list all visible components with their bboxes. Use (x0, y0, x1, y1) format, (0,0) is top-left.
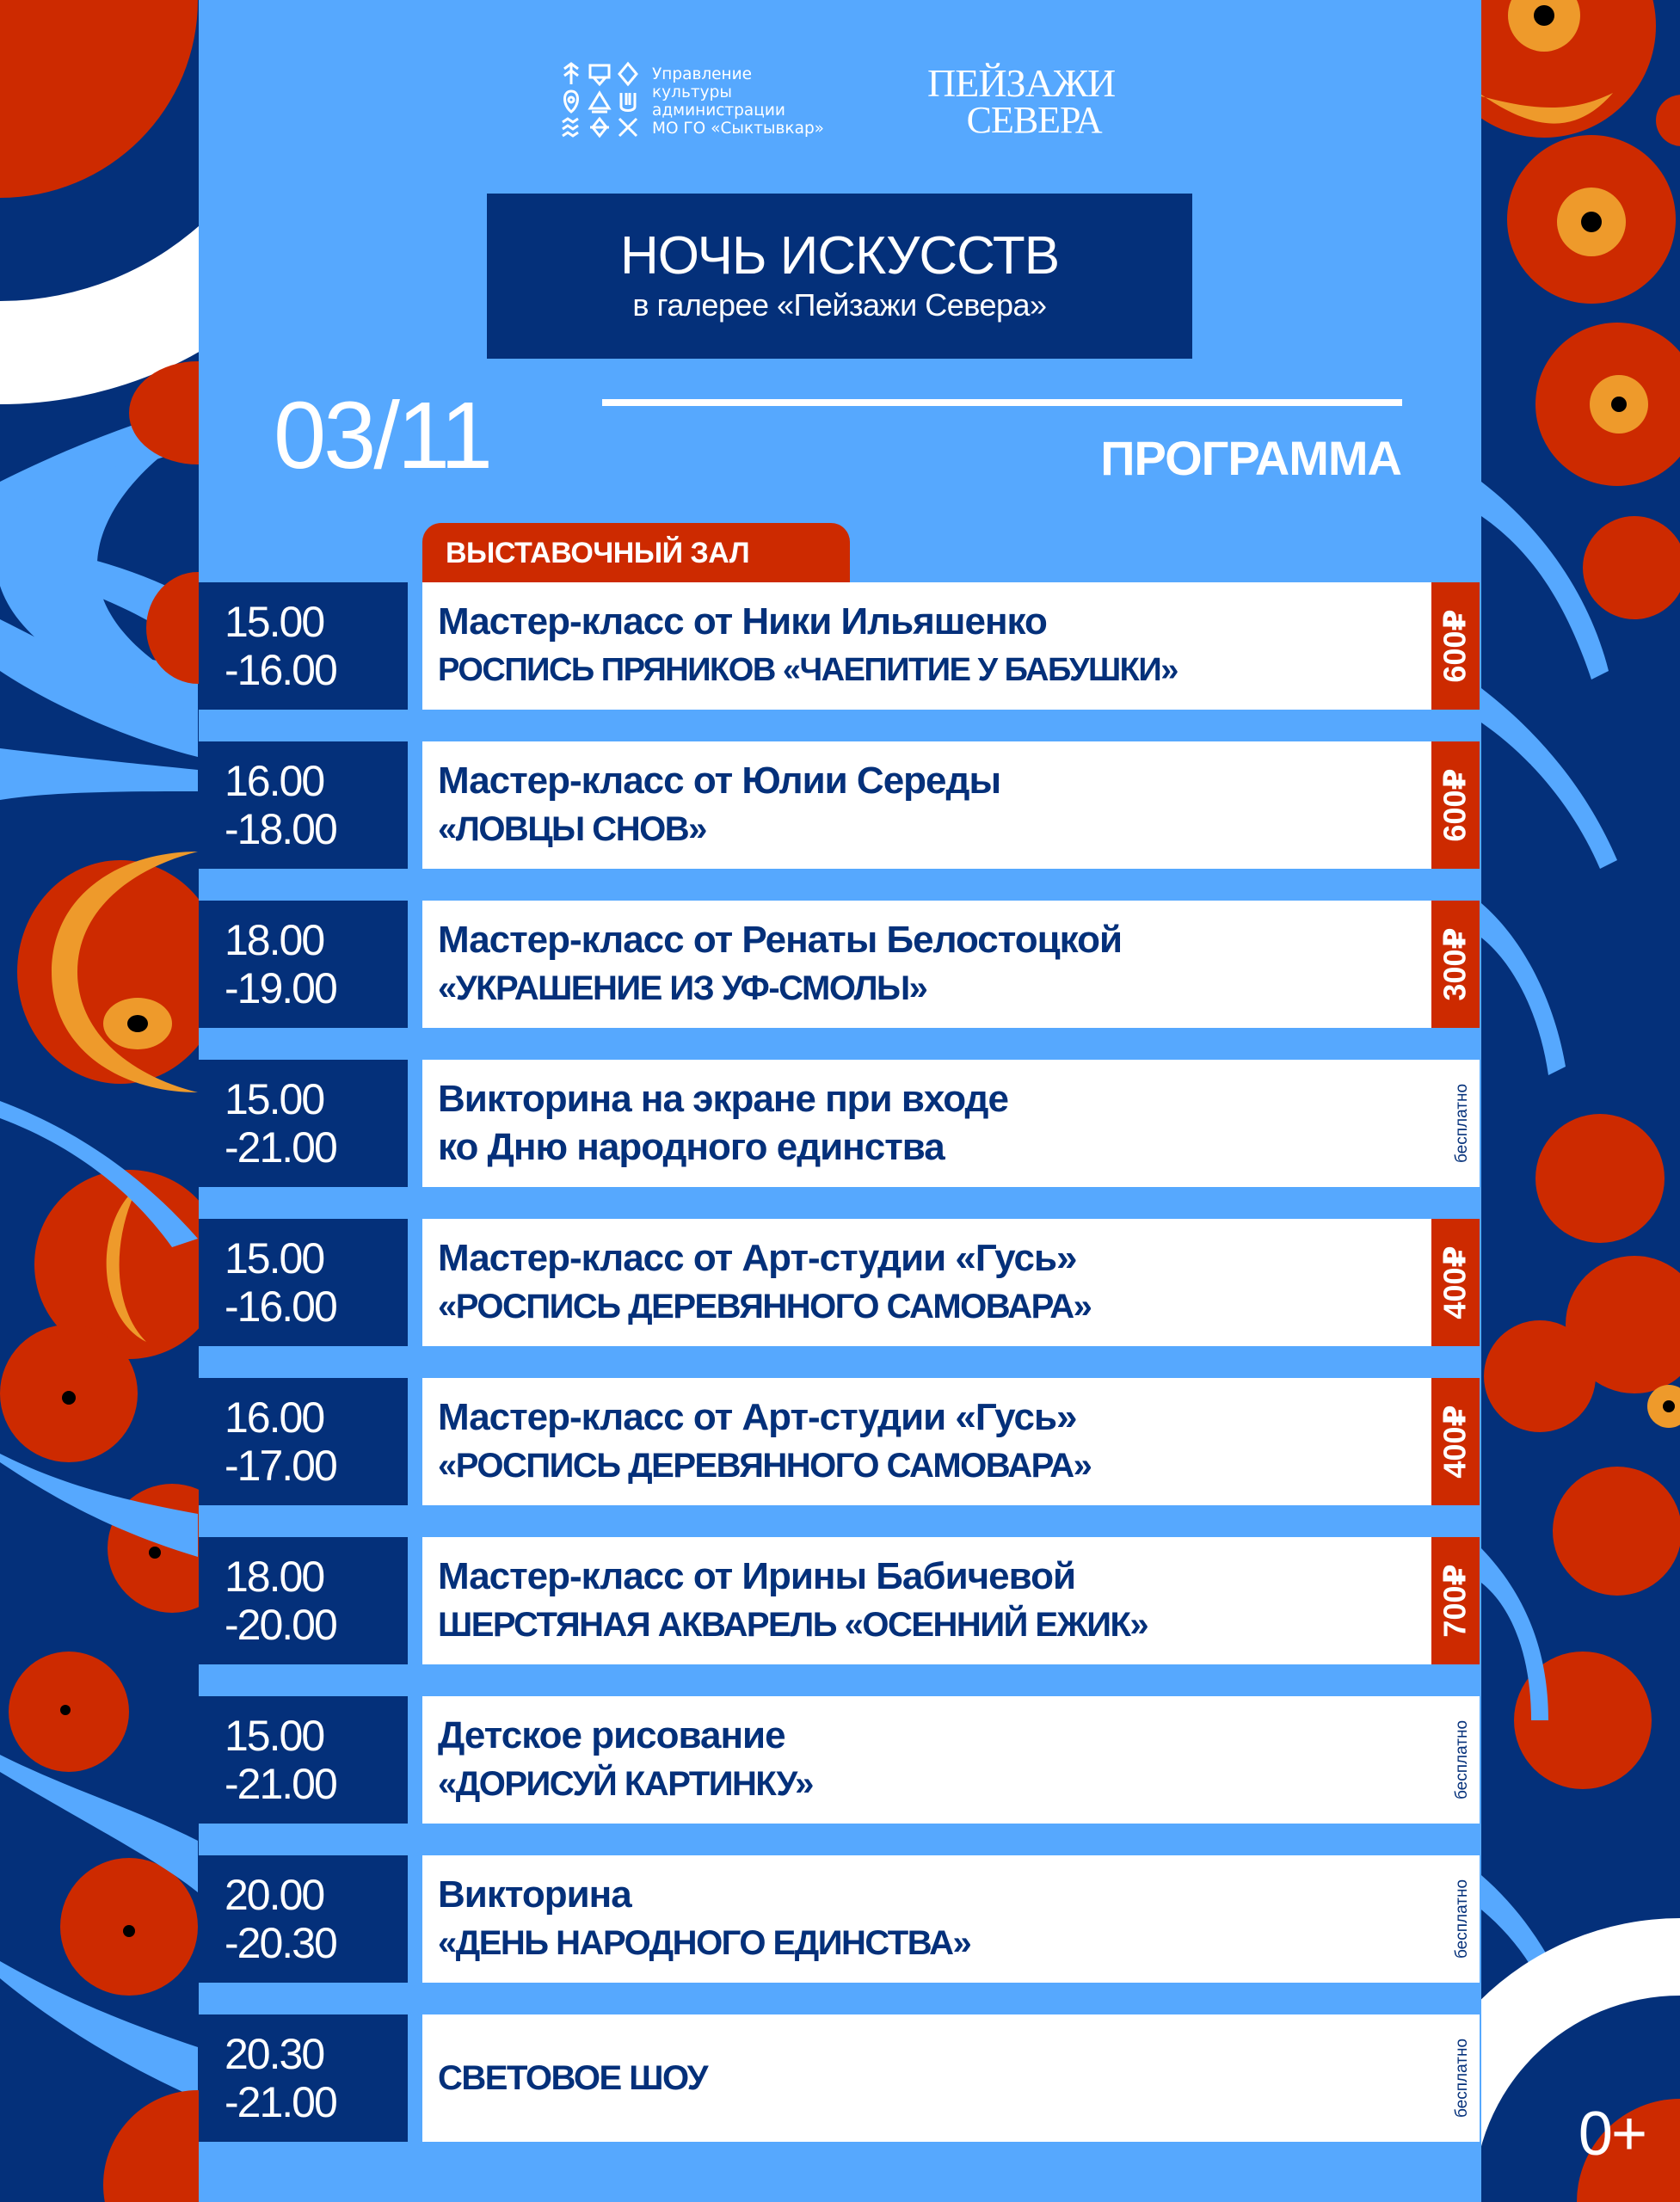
price-label: 600₽ (1437, 768, 1473, 842)
schedule-row (199, 1855, 1480, 1983)
event-host: Детское рисование (438, 1714, 785, 1756)
event-name: «ЛОВЦЫ СНОВ» (438, 810, 706, 848)
end-time: -20.00 (225, 1601, 336, 1649)
event-host: Викторина (438, 1873, 631, 1916)
event-card (422, 1060, 1480, 1187)
time-range (199, 741, 408, 869)
event-host: Мастер-класс от Арт-студии «Гусь» (438, 1237, 1077, 1279)
event-name: «УКРАШЕНИЕ ИЗ УФ-СМОЛЫ» (438, 969, 927, 1007)
end-time: -17.00 (225, 1442, 336, 1490)
culture-department-logo (559, 60, 824, 143)
free-text: бесплатно (1453, 1083, 1471, 1164)
event-name: ко Дню народного единства (438, 1126, 945, 1168)
event-host: Викторина на экране при входе (438, 1078, 1008, 1120)
event-card (422, 1378, 1480, 1505)
event-card (422, 1219, 1480, 1346)
start-time: 16.00 (225, 757, 324, 805)
end-time: -20.30 (225, 1919, 336, 1967)
time-range (199, 582, 408, 710)
end-time: -21.00 (225, 1760, 336, 1808)
event-card (422, 1855, 1480, 1983)
event-card (422, 1696, 1480, 1824)
event-host: Мастер-класс от Ирины Бабичевой (438, 1555, 1076, 1597)
free-label (1445, 1855, 1480, 1983)
venue-tab: ВЫСТАВОЧНЫЙ ЗАЛ (422, 523, 850, 583)
price-badge (1431, 1219, 1480, 1346)
org-line-1: Управление (652, 65, 753, 83)
time-range (199, 1696, 408, 1824)
end-time: -21.00 (225, 1123, 336, 1172)
event-card (422, 1537, 1480, 1664)
time-range (199, 1219, 408, 1346)
schedule-row (199, 741, 1480, 869)
schedule-row (199, 2014, 1480, 2142)
event-host: Мастер-класс от Арт-студии «Гусь» (438, 1396, 1077, 1438)
end-time: -21.00 (225, 2078, 336, 2126)
event-host: Мастер-класс от Ренаты Белостоцкой (438, 919, 1122, 961)
schedule-row (199, 901, 1480, 1028)
price-label: 700₽ (1437, 1564, 1473, 1638)
time-range (199, 901, 408, 1028)
schedule-row (199, 1537, 1480, 1664)
event-title-block (487, 194, 1192, 359)
event-host: Мастер-класс от Юлии Середы (438, 760, 1001, 802)
schedule-row (199, 1219, 1480, 1346)
free-label (1445, 1060, 1480, 1187)
start-time: 20.30 (225, 2030, 324, 2078)
event-host: Мастер-класс от Ники Ильяшенко (438, 600, 1047, 643)
time-range (199, 1060, 408, 1187)
free-text: бесплатно (1453, 2038, 1471, 2119)
start-time: 18.00 (225, 1553, 324, 1601)
schedule-list (199, 582, 1480, 2174)
event-title: НОЧЬ ИСКУССТВ (619, 225, 1060, 286)
price-badge (1431, 901, 1480, 1028)
event-card (422, 582, 1480, 710)
program-heading: ПРОГРАММА (1100, 431, 1401, 485)
gallery-logo-line-2: СЕВЕРА (966, 98, 1102, 141)
event-date: 03/11 (274, 383, 491, 489)
culture-department-name (652, 65, 824, 138)
schedule-row (199, 1696, 1480, 1824)
time-range (199, 2014, 408, 2142)
schedule-row (199, 582, 1480, 710)
time-range (199, 1855, 408, 1983)
free-label (1445, 2014, 1480, 2142)
start-time: 15.00 (225, 598, 324, 646)
event-name: «РОСПИСЬ ДЕРЕВЯННОГО САМОВАРА» (438, 1447, 1092, 1485)
time-range (199, 1378, 408, 1505)
gallery-logo (927, 61, 1116, 141)
event-name: «ДЕНЬ НАРОДНОГО ЕДИНСТВА» (438, 1924, 971, 1962)
price-label: 400₽ (1437, 1405, 1473, 1479)
divider-line (602, 399, 1402, 406)
gallery-logo-line-1: ПЕЙЗАЖИ (927, 61, 1116, 106)
header-logos (559, 60, 1115, 143)
free-label (1445, 1696, 1480, 1824)
price-badge (1431, 1378, 1480, 1505)
event-name: «РОСПИСЬ ДЕРЕВЯННОГО САМОВАРА» (438, 1288, 1092, 1326)
event-card (422, 2014, 1480, 2142)
start-time: 18.00 (225, 916, 324, 964)
price-label: 600₽ (1437, 609, 1473, 683)
end-time: -16.00 (225, 646, 336, 694)
org-line-3: администрации (652, 101, 785, 120)
price-label: 400₽ (1437, 1246, 1473, 1319)
price-label: 300₽ (1437, 927, 1473, 1001)
ornament-grid-icon (559, 60, 642, 143)
start-time: 15.00 (225, 1712, 324, 1760)
org-line-4: МО ГО «Сыктывкар» (652, 120, 825, 138)
event-name: «ДОРИСУЙ КАРТИНКУ» (438, 1765, 813, 1803)
event-card (422, 901, 1480, 1028)
event-name: СВЕТОВОЕ ШОУ (438, 2059, 707, 2097)
org-line-2: культуры (652, 83, 732, 101)
end-time: -19.00 (225, 964, 336, 1012)
free-text: бесплатно (1453, 1719, 1471, 1800)
schedule-row (199, 1060, 1480, 1187)
schedule-row (199, 1378, 1480, 1505)
event-name: ШЕРСТЯНАЯ АКВАРЕЛЬ «ОСЕННИЙ ЕЖИК» (438, 1606, 1148, 1644)
price-badge (1431, 741, 1480, 869)
age-rating-badge: 0+ (1578, 2100, 1646, 2168)
free-text: бесплатно (1453, 1879, 1471, 1959)
start-time: 15.00 (225, 1234, 324, 1282)
time-range (199, 1537, 408, 1664)
price-badge (1431, 582, 1480, 710)
event-card (422, 741, 1480, 869)
start-time: 16.00 (225, 1393, 324, 1442)
price-badge (1431, 1537, 1480, 1664)
start-time: 20.00 (225, 1871, 324, 1919)
event-name: РОСПИСЬ ПРЯНИКОВ «ЧАЕПИТИЕ У БАБУШКИ» (438, 652, 1178, 688)
end-time: -18.00 (225, 805, 336, 853)
event-subtitle: в галерее «Пейзажи Севера» (632, 286, 1047, 323)
start-time: 15.00 (225, 1075, 324, 1123)
end-time: -16.00 (225, 1282, 336, 1331)
